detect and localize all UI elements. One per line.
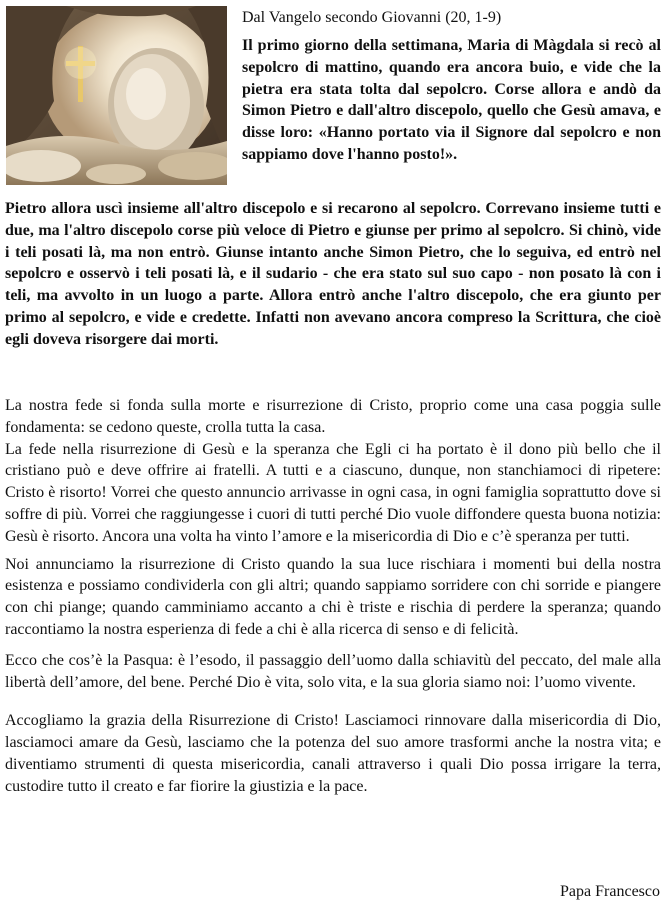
commentary-section [5, 395, 661, 798]
empty-tomb-image [6, 6, 227, 185]
signature: Papa Francesco [560, 883, 660, 900]
commentary-paragraph-1: La nostra fede si fonda sulla morte e risurrezione di Cristo, proprio come una casa poggia sulle fondamenta: se cedono queste, crolla tutta la casa. [5, 397, 661, 436]
gospel-reference: Dal Vangelo secondo Giovanni (20, 1-9) [242, 9, 502, 26]
commentary-paragraph-3: Noi annunciamo la risurrezione di Cristo quando la sua luce rischiara i momenti bui della nostra esistenza e possiamo condividerla con gli altri; quando sappiamo sorridere con chi sorride e piangere con chi piange; quando camminiamo accanto a chi è triste e rischia di perdere la speranza; quando raccontiamo la nostra esperienza di fede a chi è alla ricerca di senso e di felicità. [5, 555, 661, 638]
commentary-paragraph-2: La fede nella risurrezione di Gesù e la speranza che Egli ci ha portato è il dono più bello che il cristiano può e deve offrire ai fratelli. A tutti e a ciascuno, dunque, non stanchiamoci di ripetere: Cristo è risorto! Vorrei che questo annuncio arrivasse in ogni casa, in ogni famiglia soprattutto dove si soffre di più. Vorrei che raggiungesse i cuori di tutti perché Dio vuole diffondere questa buona notizia: Gesù è risorto. Ancora una volta ha vinto l’amore e la misericordia di Dio e c’è speranza per tutti. [5, 440, 661, 545]
commentary-paragraph-4: Ecco che cos’è la Pasqua: è l’esodo, il passaggio dell’uomo dalla schiavitù del peccato, del male alla libertà dell’amore, del bene. Perché Dio è vita, solo vita, e la sua gloria siamo noi: l’uomo vivente. [5, 651, 661, 691]
gospel-main-paragraph: Pietro allora uscì insieme all'altro discepolo e si recarono al sepolcro. Correvano insieme tutti e due, ma l'altro discepolo corse più veloce di Pietro e giunse per primo al sepolcro. Si chinò, vide i teli posati là, ma non entrò. Giunse intanto anche Simon Pietro, che lo seguiva, ed entrò nel sepolcro e osservò i teli posati là, e il sudario - che era stato sul suo capo - non posato là con i teli, ma avvolto in un luogo a parte. Allora entrò anche l'altro discepolo, che era giunto per primo al sepolcro, e vide e credette. Infatti non avevano ancora compreso la Scrittura, che cioè egli doveva risorgere dai morti. [5, 200, 661, 348]
gospel-intro-paragraph: Il primo giorno della settimana, Maria di Màgdala si recò al sepolcro di mattino, quando era ancora buio, e vide che la pietra era stata tolta dal sepolcro. Corse allora e andò da Simon Pietro e dall'altro discepolo, quello che Gesù amava, e disse loro: «Hanno portato via il Signore dal sepolcro e non sappiamo dove l'hanno posto!». [242, 37, 661, 163]
commentary-paragraph-5: Accogliamo la grazia della Risurrezione di Cristo! Lasciamoci rinnovare dalla misericordia di Dio, lasciamoci amare da Gesù, lasciamo che la potenza del suo amore trasformi anche la nostra vita; e diventiamo strumenti di questa misericordia, canali attraverso i quali Dio possa irrigare la terra, custodire tutto il creato e far fiorire la giustizia e la pace. [5, 712, 661, 795]
